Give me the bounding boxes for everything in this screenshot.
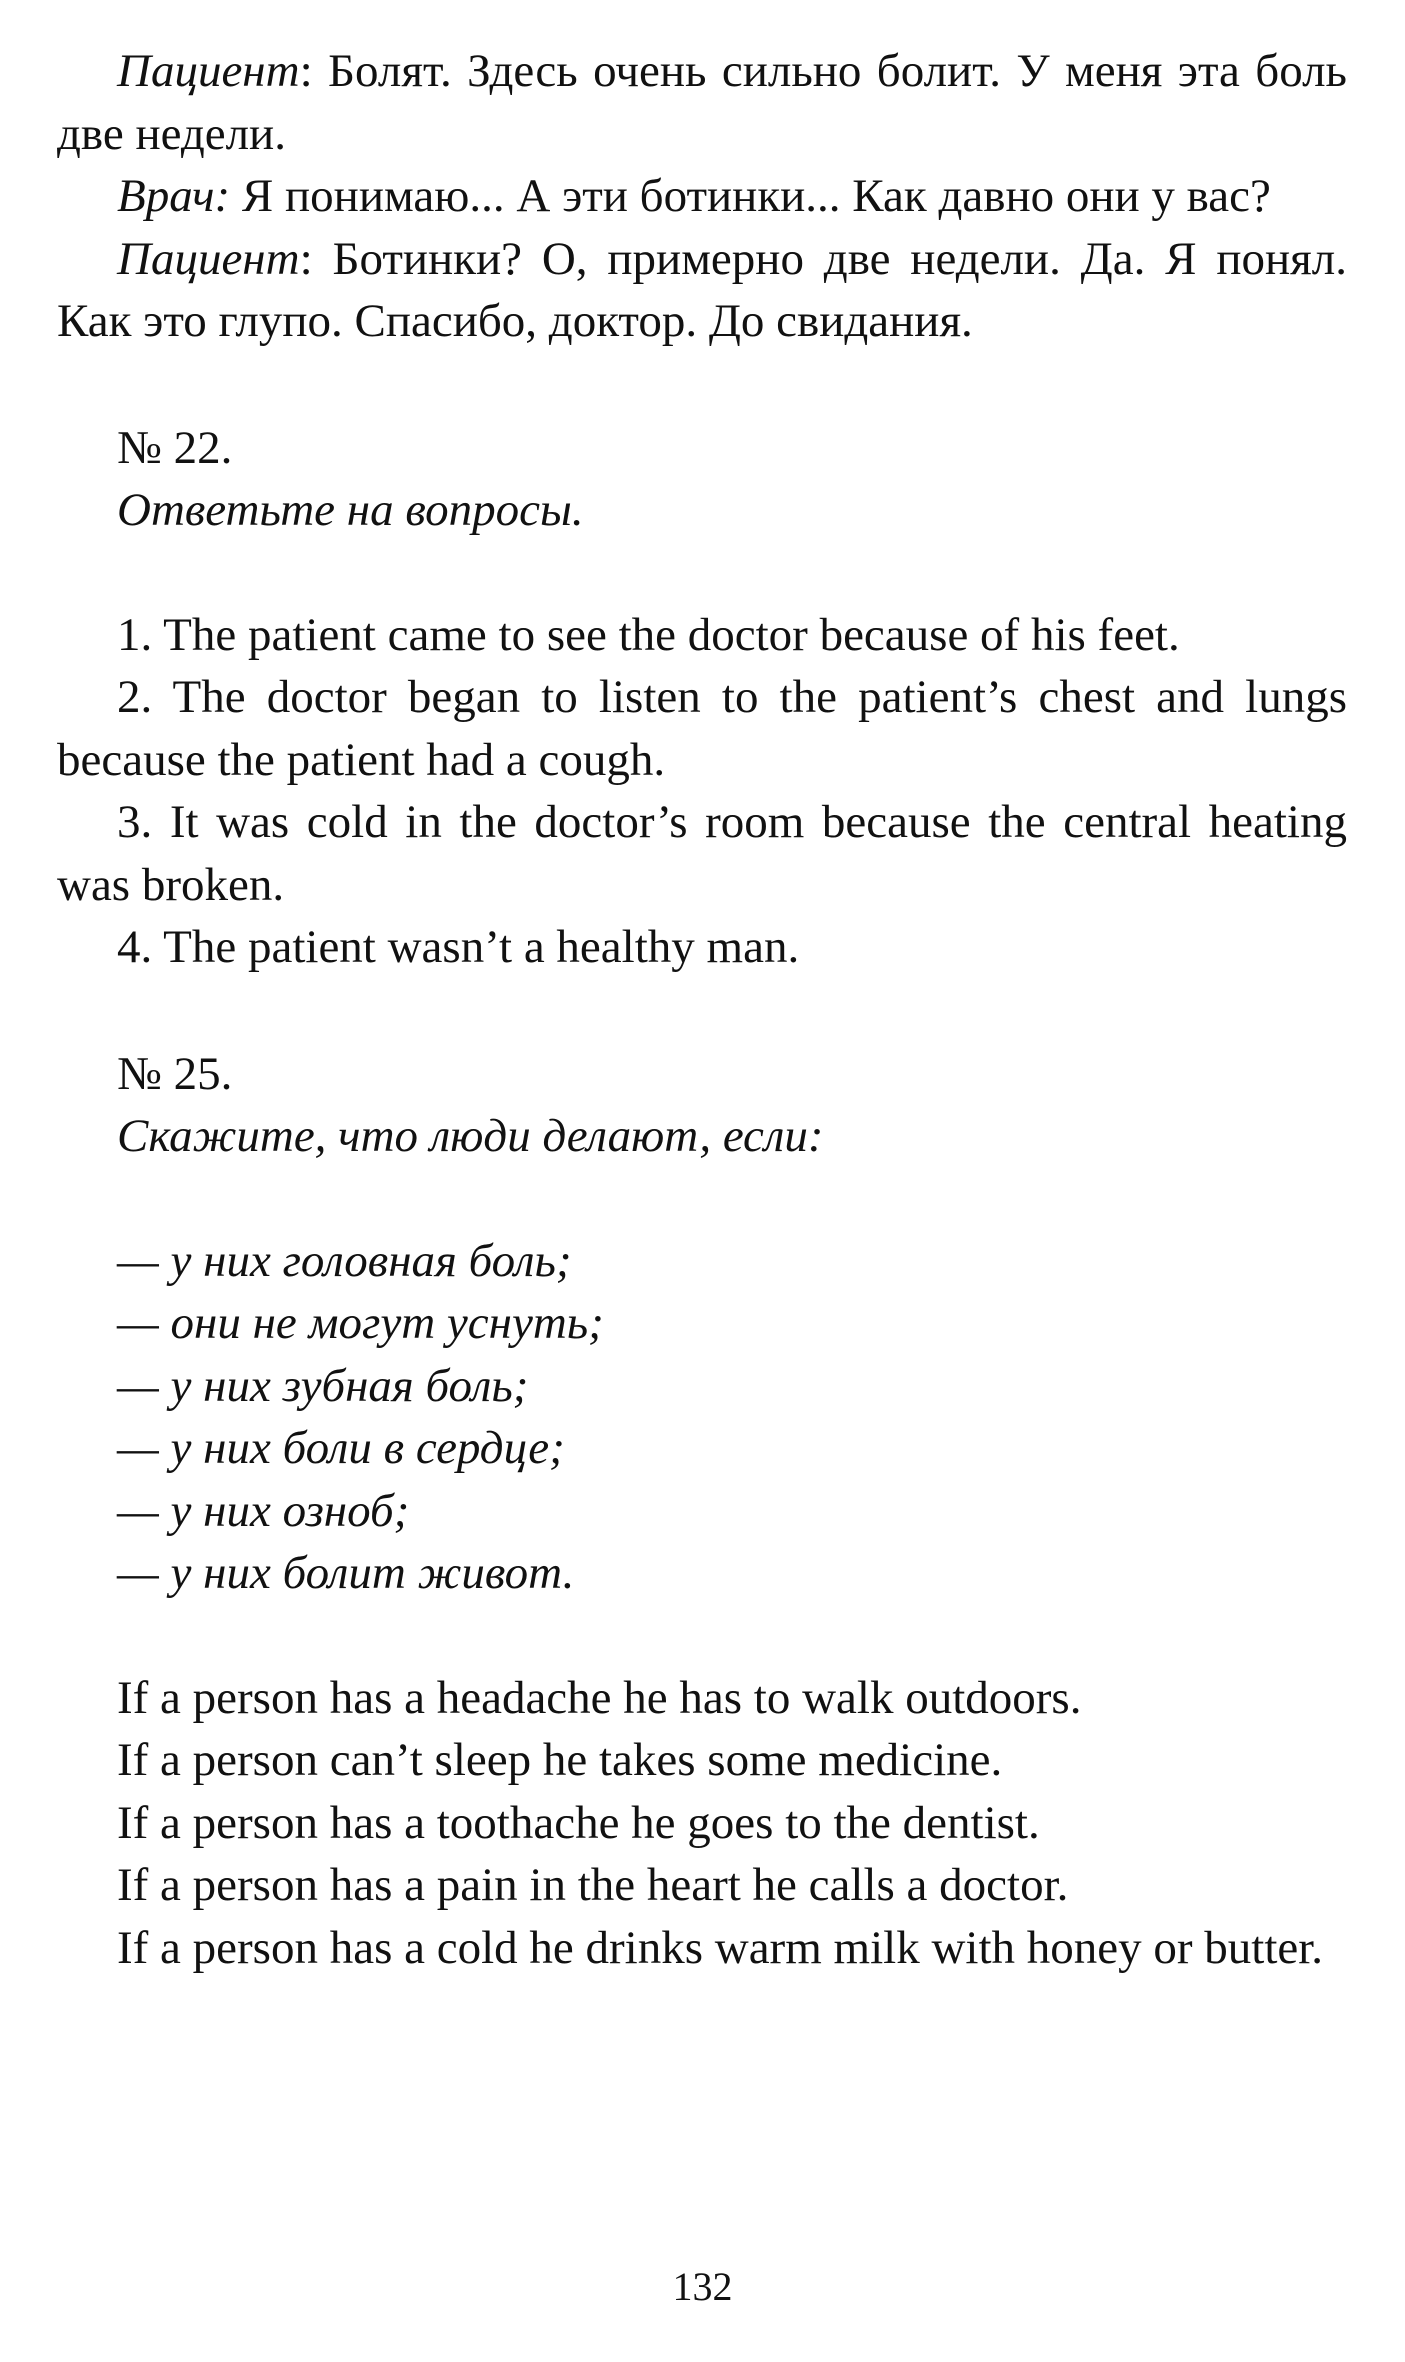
speaker-name: Врач <box>117 170 215 222</box>
dialogue-text: Ботинки? О, примерно две недели. Да. Я понял. Как это глупо. Спасибо, доктор. До свидания. <box>57 232 1347 347</box>
condition-item: — у них болит живот. <box>117 1547 575 1599</box>
page-content <box>57 40 1347 1979</box>
speaker-name: Пациент <box>117 45 300 97</box>
speaker-name: Пациент <box>117 232 300 285</box>
dialogue-line <box>57 165 1347 228</box>
condition-item: — у них головная боль; <box>117 1234 572 1287</box>
section-gap <box>57 353 1347 417</box>
answer-item: If a person has a cold he drinks warm milk with honey or butter. <box>117 1921 1324 1974</box>
speaker-separator: : <box>299 232 313 285</box>
exercise-instruction: Ответьте на вопросы. <box>117 484 584 536</box>
condition-list <box>57 1230 1347 1605</box>
dialogue-line <box>57 228 1347 353</box>
dialogue-line <box>57 40 1347 165</box>
speaker-separator: : <box>214 170 231 222</box>
answer-item: If a person has a toothache he goes to the dentist. <box>117 1796 1040 1849</box>
answer-item: 4. The patient wasn’t a healthy man. <box>117 921 800 973</box>
section-gap <box>57 542 1347 604</box>
condition-item: — у них озноб; <box>117 1484 410 1537</box>
condition-item: — у них зубная боль; <box>117 1359 529 1412</box>
answer-item: 2. The doctor began to listen to the patient’s chest and lungs because the patient had a cough. <box>57 671 1347 786</box>
condition-item: — у них боли в сердце; <box>117 1422 565 1474</box>
answer-item: 3. It was cold in the doctor’s room because the central heating was broken. <box>57 796 1347 911</box>
section-gap <box>57 1605 1347 1667</box>
section-gap <box>57 1168 1347 1230</box>
dialogue-text: Я понимаю... А эти ботинки... Как давно они у вас? <box>230 170 1271 222</box>
answer-item: 1. The patient came to see the doctor because of his feet. <box>117 608 1180 661</box>
section-gap <box>57 979 1347 1043</box>
answer-item: If a person has a headache he has to walk outdoors. <box>117 1671 1082 1724</box>
exercise-instruction: Скажите, что люди делают, если: <box>117 1110 824 1162</box>
answer-item: If a person can’t sleep he takes some medicine. <box>117 1734 1003 1786</box>
dialogue-text: Болят. Здесь очень сильно болит. У меня эта боль две недели. <box>57 45 1347 160</box>
exercise-22-answers <box>57 604 1347 979</box>
answer-item: If a person has a pain in the heart he calls a doctor. <box>117 1859 1069 1911</box>
condition-item: — они не могут уснуть; <box>117 1297 604 1349</box>
speaker-separator: : <box>299 45 313 97</box>
exercise-number: № 25. <box>117 1047 233 1100</box>
exercise-25-answers <box>57 1667 1347 1980</box>
exercise-number: № 22. <box>117 421 233 474</box>
page-number: 132 <box>672 2264 733 2309</box>
